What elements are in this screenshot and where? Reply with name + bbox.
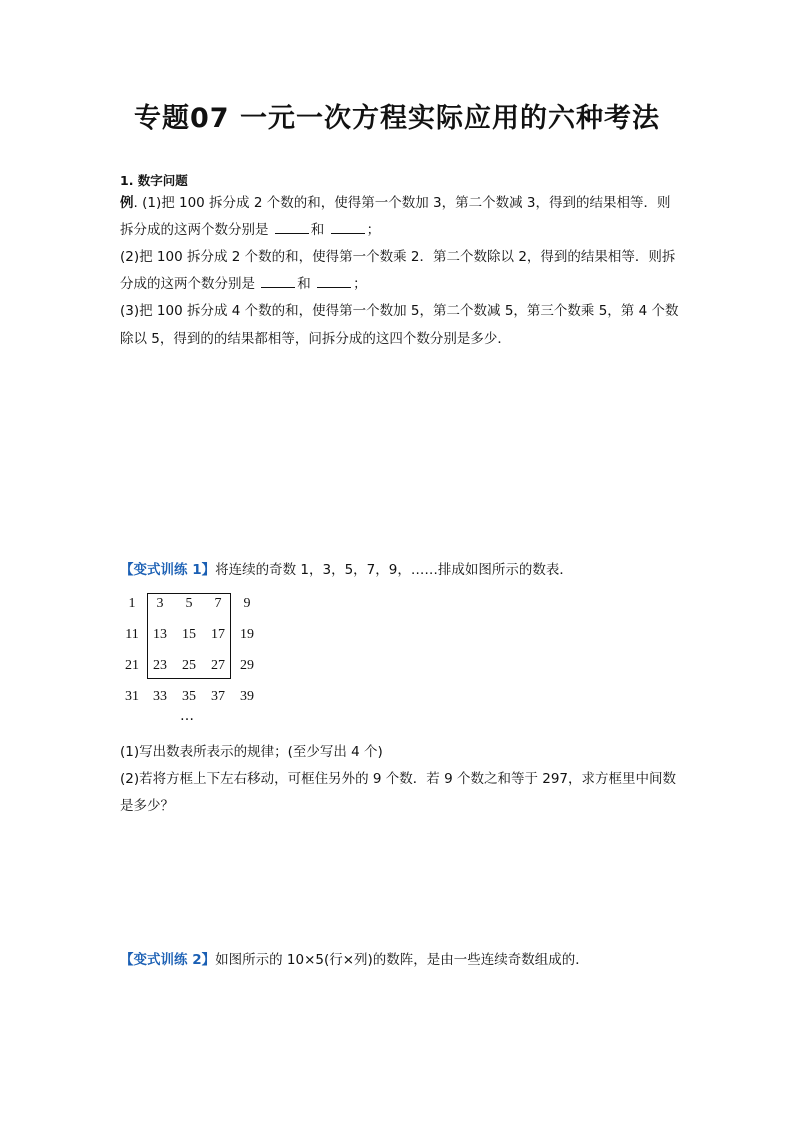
- question-1-end: ；: [366, 222, 381, 238]
- grid-cell: 9: [243, 596, 251, 611]
- training-1-text: 将连续的奇数 1，3，5，7，9，……排成如图所示的数表．: [215, 562, 573, 578]
- section-heading: 1. 数字问题: [120, 173, 188, 188]
- training-1-question-2-line-1: (2)若将方框上下左右移动，可框住另外的 9 个数．若 9 个数之和等于 297，求方框里中间数: [120, 771, 677, 787]
- question-2-line-1: (2)把 100 拆分成 2 个数的和，使得第一个数乘 2．第二个数除以 2，得到的结果相等．则拆: [120, 249, 676, 265]
- grid-cell: 25: [182, 658, 196, 673]
- grid-cell: 11: [125, 627, 139, 642]
- grid-cell: 19: [240, 627, 254, 642]
- question-3-line-2: 除以 5，得到的的结果都相等，问拆分成的这四个数分别是多少．: [120, 331, 511, 347]
- answer-blank[interactable]: [317, 275, 351, 288]
- training-2-text: 如图所示的 10×5(行×列)的数阵，是由一些连续奇数组成的．: [215, 952, 589, 968]
- grid-cell: 1: [128, 596, 136, 611]
- grid-cell: 21: [125, 658, 139, 673]
- page-title: 专题07 一元一次方程实际应用的六种考法: [134, 103, 660, 134]
- grid-cell: 23: [153, 658, 167, 673]
- training-1-question-1: (1)写出数表所表示的规律；(至少写出 4 个): [120, 744, 383, 760]
- question-1-prefix: 拆分成的这两个数分别是: [120, 222, 273, 238]
- question-1-line-2: [120, 218, 380, 238]
- grid-cell: 13: [153, 627, 167, 642]
- grid-cell: 5: [185, 596, 193, 611]
- question-1-text: . (1)把 100 拆分成 2 个数的和，使得第一个数加 3，第二个数减 3，得到的结果相等．则: [133, 195, 671, 211]
- example-label: 例: [120, 195, 134, 211]
- grid-cell: 35: [182, 689, 196, 704]
- training-1-intro: [120, 558, 573, 578]
- grid-cell: 33: [153, 689, 167, 704]
- training-2-intro: [120, 948, 589, 968]
- question-1-and: 和: [310, 222, 329, 238]
- question-2-and: 和: [297, 276, 316, 292]
- question-2-prefix: 分成的这两个数分别是: [120, 276, 260, 292]
- question-3-line-1: (3)把 100 拆分成 4 个数的和，使得第一个数加 5，第二个数减 5，第三个数乘 5，第 4 个数: [120, 303, 679, 319]
- answer-blank[interactable]: [275, 221, 309, 234]
- answer-blank[interactable]: [261, 275, 295, 288]
- grid-cell: 31: [125, 689, 139, 704]
- training-1-label: 【变式训练 1】: [120, 562, 216, 578]
- grid-cell: 39: [240, 689, 254, 704]
- selection-frame: [147, 593, 231, 679]
- grid-cell: 3: [156, 596, 164, 611]
- grid-cell: 37: [211, 689, 225, 704]
- grid-cell: 17: [211, 627, 225, 642]
- grid-cell: 29: [240, 658, 254, 673]
- question-2-line-2: [120, 272, 367, 292]
- answer-blank[interactable]: [331, 221, 365, 234]
- training-2-label: 【变式训练 2】: [120, 952, 216, 968]
- grid-cell: 7: [214, 596, 222, 611]
- grid-cell: 15: [182, 627, 196, 642]
- grid-cell: 27: [211, 658, 225, 673]
- question-1-line-1: [120, 191, 671, 211]
- question-2-end: ；: [353, 276, 367, 292]
- grid-ellipsis: …: [180, 708, 195, 724]
- training-1-question-2-line-2: 是多少？: [120, 798, 174, 814]
